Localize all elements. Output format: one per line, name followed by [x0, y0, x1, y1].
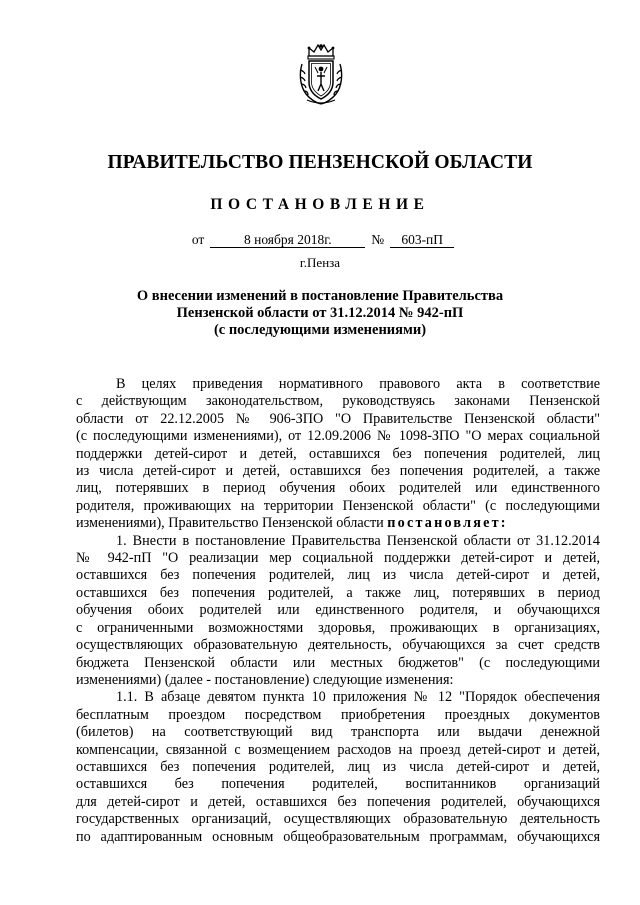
text-line: из числа детей-сирот и детей, оставшихся без попечения родителей, а также — [76, 463, 600, 480]
text-line: 1. Внести в постановление Правительства Пензенской области от 31.12.2014 — [116, 532, 600, 549]
text-line: № 942-пП "О реализации мер социальной поддержки детей-сирот и детей, — [76, 550, 600, 567]
text-line: лиц, потерявших в период обучения обоих родителей или единственного — [76, 480, 600, 497]
text-line: бесплатным проездом посредством приобретения проездных документов — [76, 706, 600, 723]
text-line: поддержки детей-сирот и детей, оставшихся без попечения родителей, лиц — [76, 445, 600, 462]
text-line: оставшихся без попечения родителей, лиц из числа детей-сирот и детей, — [76, 758, 600, 775]
text-line: по адаптированным основным общеобразовательным программам, обучающихся — [76, 828, 600, 845]
text-line: обучения обоих родителей или единственного родителя, и обучающихся — [76, 602, 600, 619]
document-number: 603-пП — [390, 232, 454, 248]
text-line: изменениями) (далее - постановление) следующие изменения: — [76, 671, 454, 688]
text-line: родителя, проживающих на территории Пензенской области" (с последующими — [76, 497, 600, 514]
document-date: 8 ноября 2018г. — [210, 232, 365, 248]
number-prefix: № — [371, 232, 385, 247]
text-line: (с последующими изменениями), от 12.09.2006 № 1098-ЗПО "О мерах социальной — [76, 428, 600, 445]
coat-of-arms-icon — [296, 42, 346, 107]
text-fragment: изменениями), Правительство Пензенской области — [76, 515, 384, 532]
date-prefix: от — [191, 232, 205, 247]
subject-line: (с последующими изменениями) — [213, 322, 427, 338]
text-line: осуществляющих образовательную деятельность, обучающихся за счет средств — [76, 637, 600, 654]
text-line: оставшихся без попечения родителей, воспитанников организаций — [76, 776, 600, 793]
paragraph-item-1 — [76, 533, 600, 690]
document-body — [76, 376, 600, 846]
text-line: компенсации, связанной с возмещением расходов на проезд детей-сирот и детей, — [76, 741, 600, 758]
date-number-line — [0, 232, 640, 248]
text-line: с действующим законодательством, руководствуясь законами Пензенской — [76, 393, 600, 410]
paragraph-preamble — [76, 376, 600, 533]
subject-line: О внесении изменений в постановление Правительства — [136, 288, 504, 304]
text-line: оставшихся без попечения родителей, а также лиц, потерявших в период — [76, 584, 600, 601]
text-line: бюджета Пензенской области или местных бюджетов" (с последующими — [76, 654, 600, 671]
text-line: 1.1. В абзаце девятом пункта 10 приложения № 12 "Порядок обеспечения — [116, 689, 600, 706]
text-line: для детей-сирот и детей, оставшихся без попечения родителей, обучающихся — [76, 793, 600, 810]
text-line: с ограниченными возможностями здоровья, проживающих в организациях, — [76, 619, 600, 636]
text-line — [76, 515, 600, 532]
text-line: оставшихся без попечения родителей, лиц из числа детей-сирот и детей, — [76, 567, 600, 584]
document-type: ПОСТАНОВЛЕНИЕ — [210, 196, 430, 213]
text-line: государственных организаций, осуществляющих образовательную деятельность — [76, 811, 600, 828]
paragraph-item-1-1 — [76, 689, 600, 846]
text-line: области от 22.12.2005 № 906-ЗПО "О Правительстве Пензенской области" — [76, 410, 600, 427]
document-subject — [0, 288, 640, 339]
subject-line: Пензенской области от 31.12.2014 № 942-пП — [176, 305, 464, 321]
city: г.Пенза — [299, 255, 341, 270]
text-line: В целях приведения нормативного правового акта в соответствие — [116, 376, 600, 392]
organization-title: ПРАВИТЕЛЬСТВО ПЕНЗЕНСКОЙ ОБЛАСТИ — [107, 152, 533, 173]
resolution-keyword: постановляет: — [387, 515, 508, 532]
text-line: (билетов) на соответствующий вид транспорта или выдачи денежной — [76, 724, 600, 741]
